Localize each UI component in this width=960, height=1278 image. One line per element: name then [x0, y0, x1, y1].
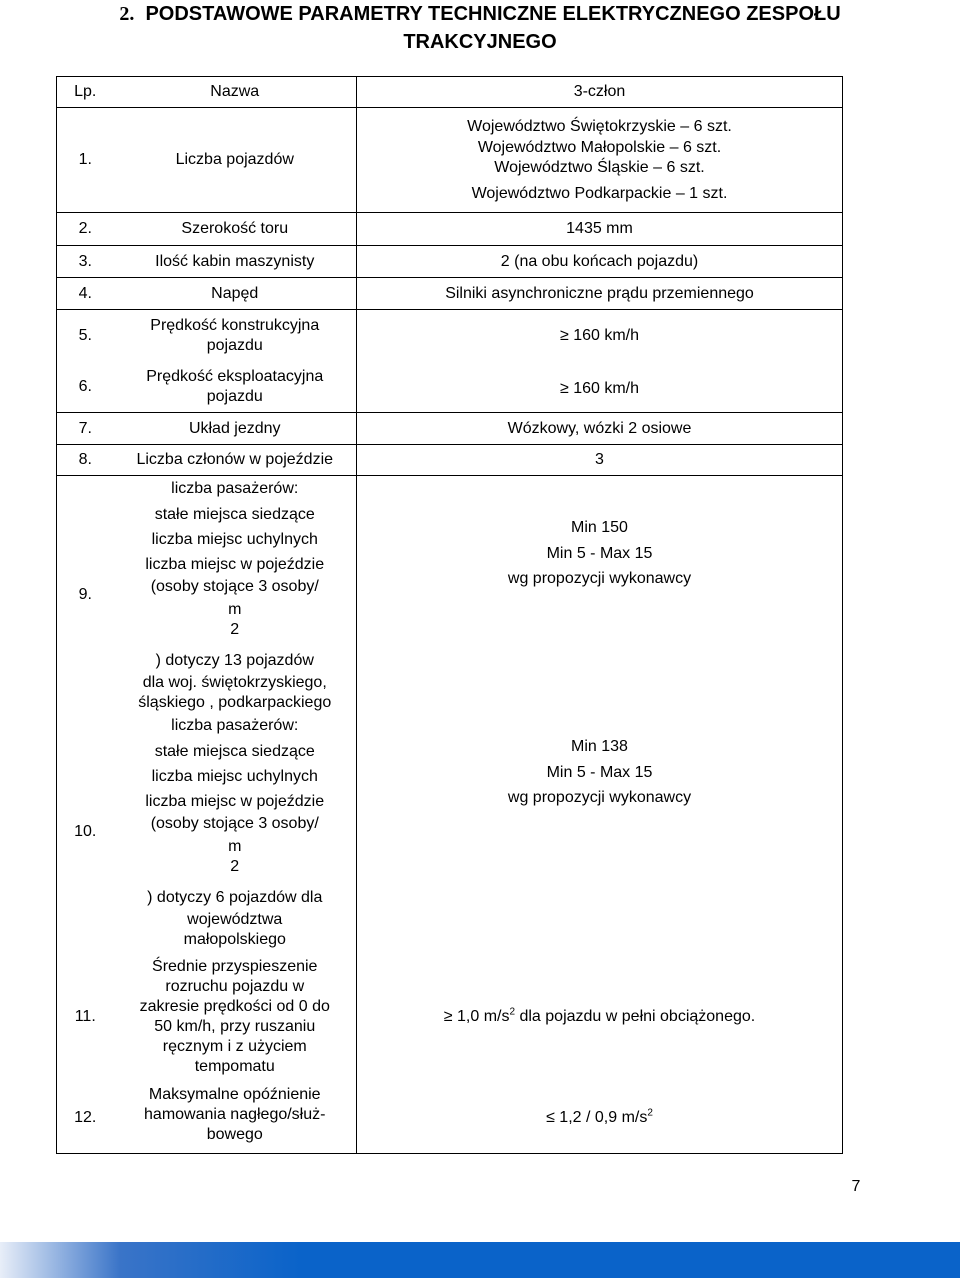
value-line: Min 150	[571, 519, 628, 536]
row-value: 3	[357, 445, 843, 476]
row-name: Szerokość toru	[114, 213, 357, 246]
row-value	[357, 476, 843, 714]
row-lp: 8.	[57, 445, 114, 476]
row-value	[357, 1083, 843, 1153]
decel-exponent: 2	[647, 1107, 653, 1119]
row-name: Liczba członów w pojeździe	[114, 445, 357, 476]
table-row	[57, 950, 843, 1083]
row-lp: 7.	[57, 413, 114, 445]
row-name	[114, 310, 357, 362]
footer-bar	[0, 1242, 960, 1278]
page-number: 7	[851, 1178, 861, 1195]
table-row	[57, 713, 843, 950]
name-line: Średnie przyspieszenie	[152, 957, 318, 975]
table-row	[57, 362, 843, 413]
section-title-line1: PODSTAWOWE PARAMETRY TECHNICZNE ELEKTRYCZNEGO ZESPOŁU	[145, 3, 841, 25]
section-heading	[0, 0, 960, 56]
name-line: liczba miejsc w pojeździe	[145, 792, 325, 810]
parameters-table	[56, 76, 843, 1154]
name-line: liczba pasażerów:	[171, 480, 299, 497]
row-value	[357, 713, 843, 950]
table-row	[57, 213, 843, 246]
name-line: stałe miejsca siedzące	[154, 505, 315, 523]
row-lp: 6.	[57, 362, 114, 413]
section-title-line2: TRAKCYJNEGO	[403, 31, 557, 53]
value-line: Min 138	[571, 738, 628, 755]
row-value: ≥ 160 km/h	[357, 310, 843, 362]
name-line: stałe miejsca siedzące	[154, 742, 315, 760]
name-line: województwa	[187, 911, 283, 928]
name-line: liczba pasażerów:	[171, 717, 299, 734]
row-value: Wózkowy, wózki 2 osiowe	[357, 413, 843, 445]
row-name	[114, 713, 357, 950]
name-line: Prędkość eksploatacyjna	[146, 367, 324, 385]
table-row	[57, 1083, 843, 1153]
unit-m: m	[228, 600, 242, 618]
row-lp: 2.	[57, 213, 114, 246]
name-line: małopolskiego	[183, 931, 286, 948]
row-value	[357, 108, 843, 213]
name-line: 50 km/h, przy ruszaniu	[154, 1017, 316, 1035]
unit-tail: ) dotyczy 6 pojazdów dla	[147, 888, 323, 906]
row-name	[114, 476, 357, 714]
name-line: Maksymalne opóźnienie	[148, 1086, 321, 1103]
name-line: zakresie prędkości od 0 do	[139, 997, 330, 1015]
row-name	[114, 950, 357, 1083]
row-lp: 1.	[57, 108, 114, 213]
row-value	[357, 950, 843, 1083]
table-row	[57, 278, 843, 310]
header-lp: Lp.	[57, 77, 114, 108]
name-line: liczba miejsc w pojeździe	[145, 555, 325, 573]
table-row	[57, 476, 843, 714]
value-line: Min 5 - Max 15	[546, 763, 653, 781]
row-name	[114, 1083, 357, 1153]
unit-tail: ) dotyczy 13 pojazdów	[155, 651, 314, 669]
name-line: Prędkość konstrukcyjna	[150, 316, 320, 334]
name-line: pojazdu	[206, 336, 263, 354]
value-line: Województwo Podkarpackie – 1 szt.	[471, 184, 728, 202]
name-line: ręcznym i z użyciem	[162, 1037, 307, 1055]
value-line: Województwo Śląskie – 6 szt.	[494, 158, 705, 176]
row-name: Ilość kabin maszynisty	[114, 246, 357, 278]
value-line: Min 5 - Max 15	[546, 544, 653, 562]
row-lp: 4.	[57, 278, 114, 310]
row-name: Liczba pojazdów	[175, 151, 294, 168]
accel-suffix: dla pojazdu w pełni obciążonego.	[515, 1007, 756, 1025]
table-row	[57, 108, 843, 213]
row-name: Układ jezdny	[114, 413, 357, 445]
value-line: wg propozycji wykonawcy	[507, 570, 692, 587]
accel-prefix: ≥ 1,0 m/s	[443, 1007, 510, 1025]
row-lp: 12.	[57, 1083, 114, 1153]
name-line: tempomatu	[194, 1057, 275, 1075]
accel-exponent: 2	[509, 1006, 516, 1018]
value-line: Województwo Małopolskie – 6 szt.	[477, 138, 722, 156]
unit-m: m	[228, 837, 242, 855]
row-name	[114, 362, 357, 413]
row-name: Napęd	[114, 278, 357, 310]
unit-exponent: 2	[230, 621, 240, 638]
row-value: Silniki asynchroniczne prądu przemiennego	[357, 278, 843, 310]
row-value: 2 (na obu końcach pojazdu)	[357, 246, 843, 278]
name-line: (osoby stojące 3 osoby/	[150, 814, 319, 832]
header-value: 3-człon	[357, 77, 843, 108]
table-header-row	[57, 77, 843, 108]
row-value: ≥ 160 km/h	[357, 362, 843, 413]
name-line: (osoby stojące 3 osoby/	[150, 577, 319, 595]
row-lp: 9.	[57, 476, 114, 714]
row-lp: 10.	[57, 713, 114, 950]
header-name: Nazwa	[114, 77, 357, 108]
name-line: pojazdu	[206, 387, 263, 405]
name-line: bowego	[206, 1126, 263, 1143]
name-line: hamowania nagłego/służ-	[144, 1106, 326, 1123]
table-row	[57, 310, 843, 362]
name-line: liczba miejsc uchylnych	[151, 768, 318, 785]
table-row	[57, 445, 843, 476]
value-line: Województwo Świętokrzyskie – 6 szt.	[467, 117, 732, 135]
decel-prefix: ≤ 1,2 / 0,9 m/s	[546, 1108, 648, 1126]
name-line: dla woj. świętokrzyskiego,	[142, 674, 327, 691]
row-value: 1435 mm	[357, 213, 843, 246]
value-line: wg propozycji wykonawcy	[507, 789, 692, 806]
row-lp: 3.	[57, 246, 114, 278]
name-line: rozruchu pojazdu w	[165, 977, 305, 995]
table-row	[57, 246, 843, 278]
table-row	[57, 413, 843, 445]
row-lp: 11.	[57, 950, 114, 1083]
row-lp: 5.	[57, 310, 114, 362]
name-line	[114, 597, 357, 674]
name-line: liczba miejsc uchylnych	[151, 531, 318, 548]
name-line: śląskiego , podkarpackiego	[138, 694, 332, 711]
name-line	[114, 834, 357, 911]
section-number: 2.	[119, 3, 135, 25]
unit-exponent: 2	[230, 858, 240, 875]
